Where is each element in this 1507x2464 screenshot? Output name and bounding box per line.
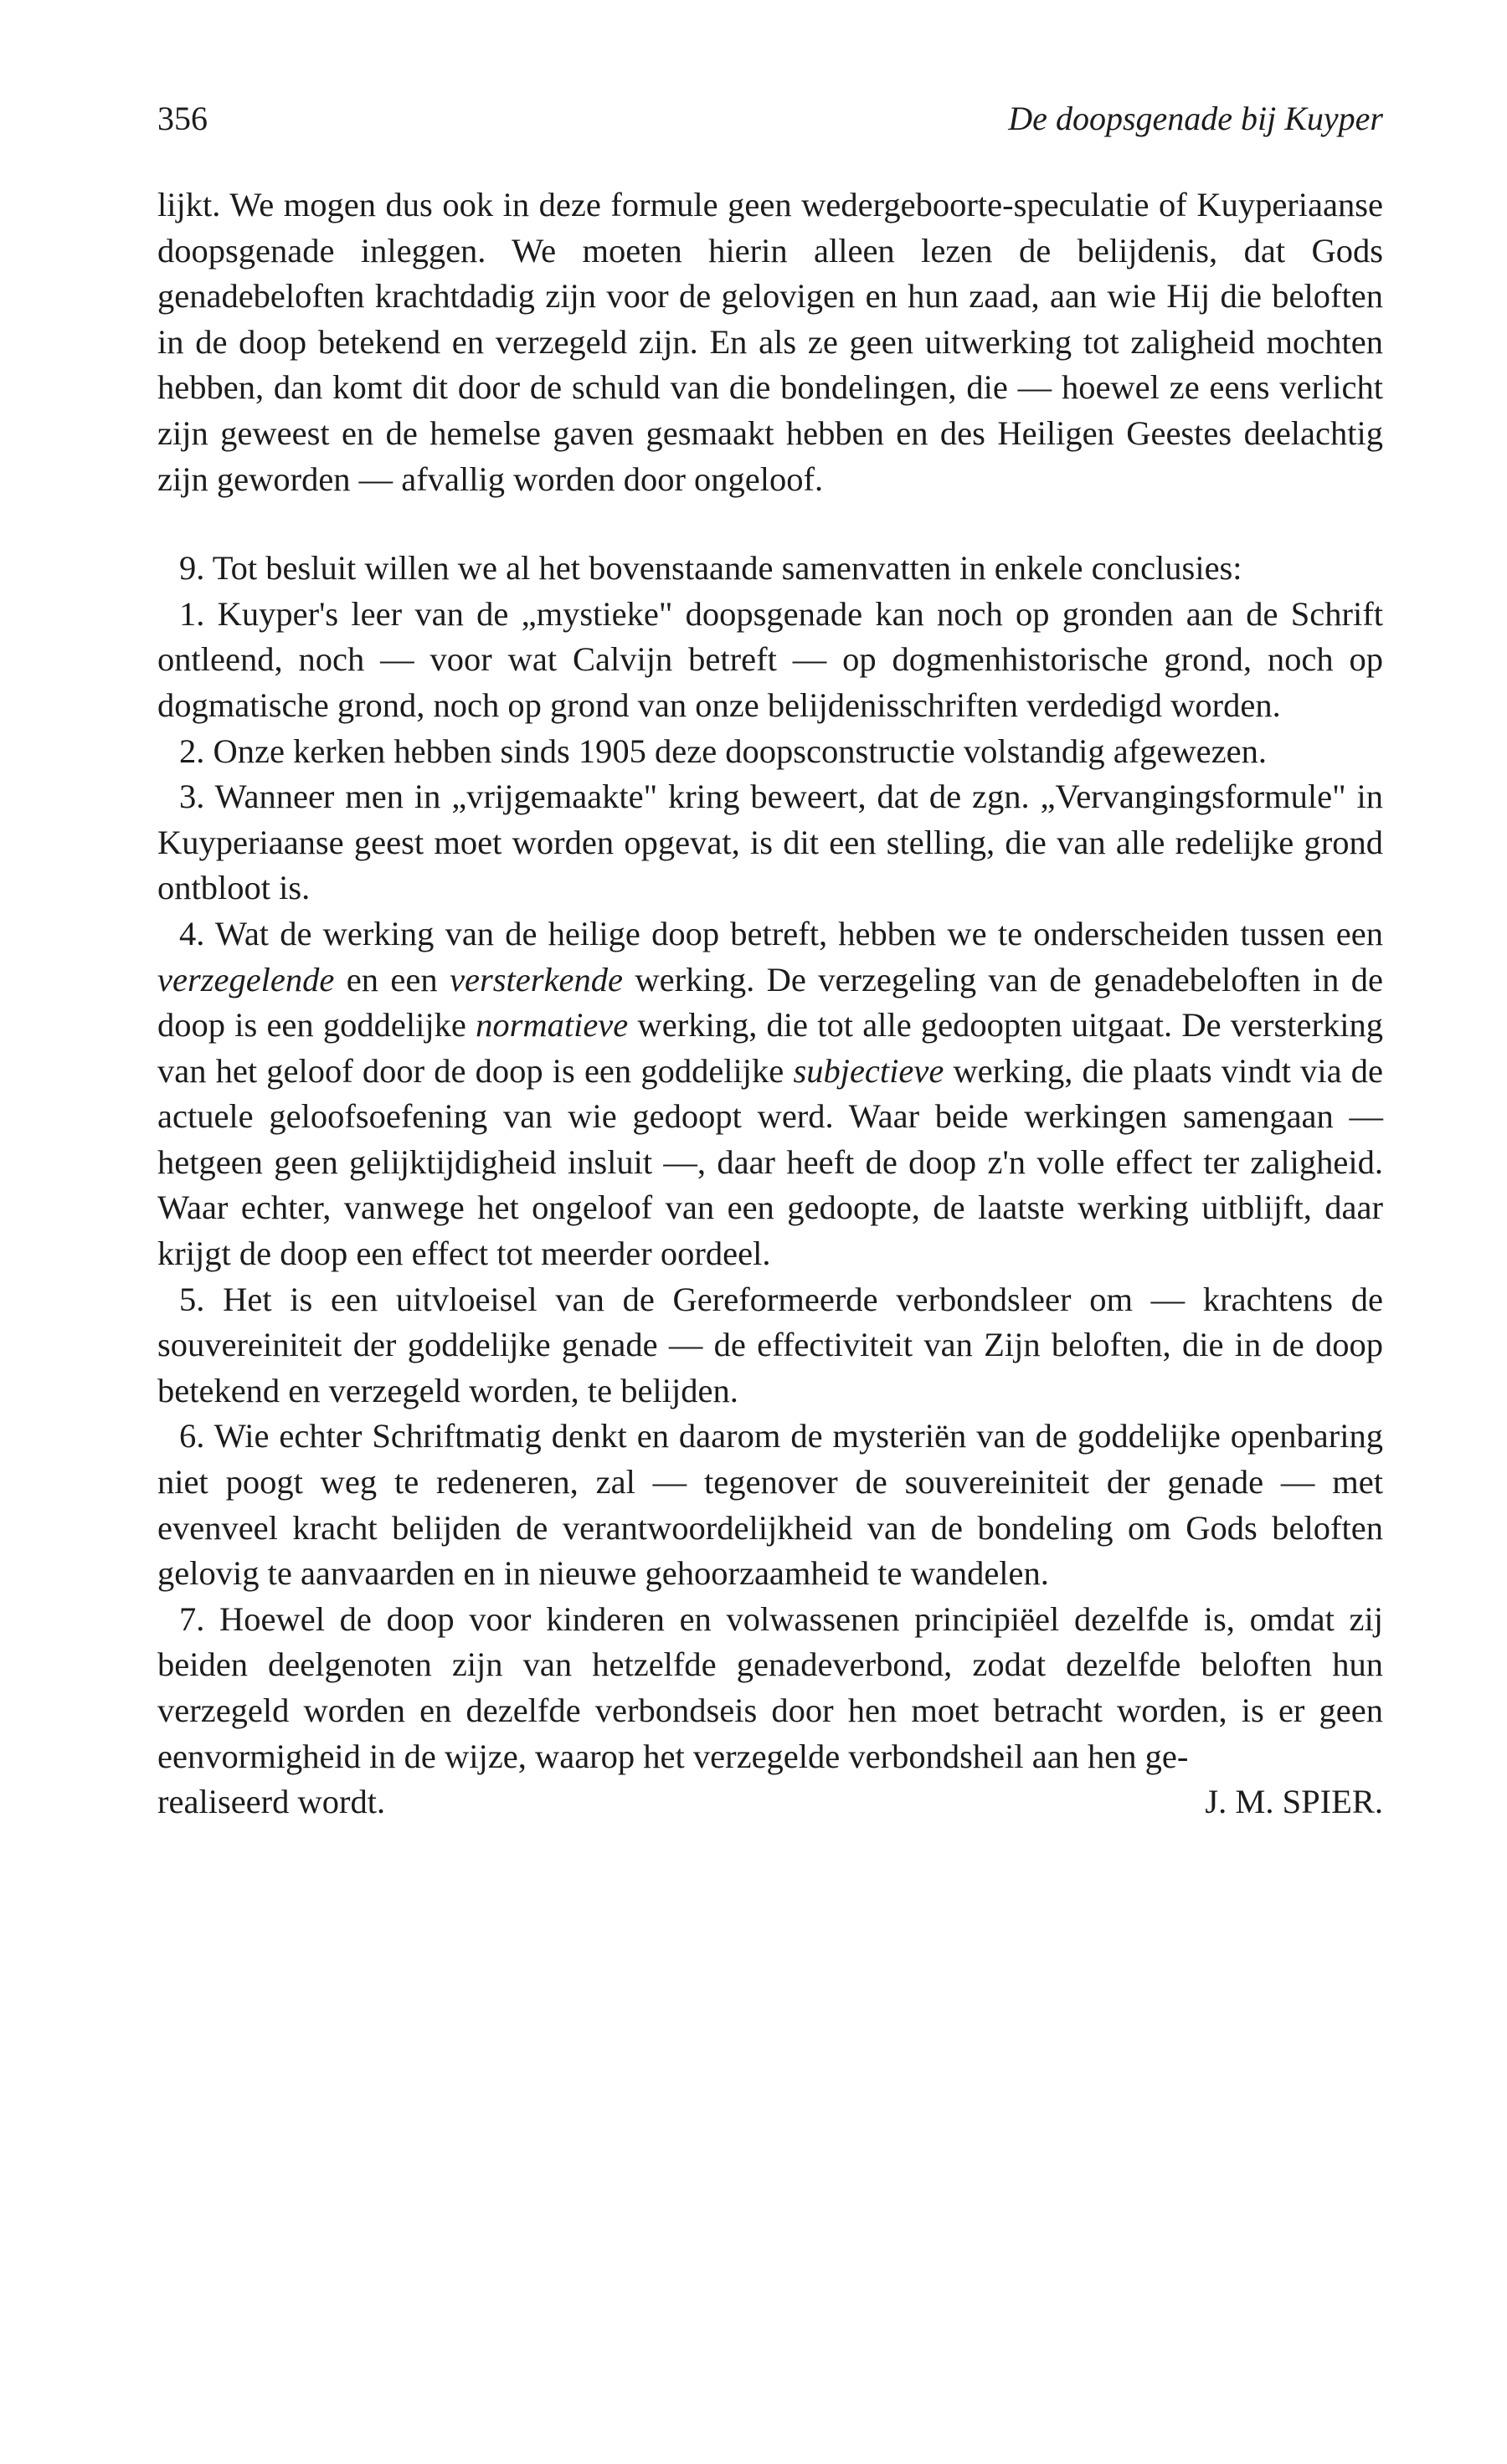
- emphasis-versterkende: versterkende: [450, 960, 623, 998]
- conclusion-4-text-e: werking, die plaats vindt via de actuele geloofsoefening van wie gedoopt werd. Waar beide werkingen samengaan — hetgeen geen gelijktijdigheid insluit —, daar heeft de doop z'n volle effect ter zaligheid. Waar echter, vanwege het ongeloof van een gedoopte, de laatste werking uitblijft, daar krijgt de doop een effect tot meerder oordeel.: [157, 1051, 1383, 1273]
- conclusion-1: 1. Kuyper's leer van de „mystieke" doopsgenade kan noch op gronden aan de Schrift ontleend, noch — voor wat Calvijn betreft — op dogmenhistorische grond, noch op dogmatische grond, noch op grond van onze belijdenisschriften verdedigd worden.: [157, 594, 1383, 724]
- conclusion-4-text-a: 4. Wat de werking van de heilige doop betreft, hebben we te onderscheiden tussen een: [179, 914, 1383, 952]
- conclusion-7: 7. Hoewel de doop voor kinderen en volwassenen principiëel dezelfde is, omdat zij beiden deelgenoten zijn van hetzelfde genadeverbond, zodat dezelfde beloften hun verzegeld worden en dezelfde verbondseis door hen moet betracht worden, is er geen eenvormigheid in de wijze, waarop het verzegelde verbondsheil aan hen ge-: [157, 1599, 1383, 1775]
- running-title: De doopsgenade bij Kuyper: [1008, 100, 1383, 137]
- signoff-row: [157, 1779, 1383, 1825]
- conclusion-4-text-b: en een: [334, 960, 450, 998]
- conclusion-5: 5. Het is een uitvloeisel van de Gereformeerde verbondsleer om — krachtens de souvereiniteit der goddelijke genade — de effectiviteit van Zijn beloften, die in de doop betekend en verzegeld worden, te belijden.: [157, 1280, 1383, 1409]
- running-head: [157, 99, 1383, 139]
- conclusion-2: 2. Onze kerken hebben sinds 1905 deze doopsconstructie volstandig afgewezen.: [179, 732, 1267, 770]
- conclusion-7-last-line: realiseerd wordt.: [157, 1783, 386, 1821]
- page-number: 356: [157, 100, 208, 137]
- section-9-heading: 9. Tot besluit willen we al het bovenstaande samenvatten in enkele conclusies:: [179, 549, 1242, 588]
- conclusion-4: [157, 911, 1383, 1277]
- conclusion-6: 6. Wie echter Schriftmatig denkt en daarom de mysteriën van de goddelijke openbaring niet poogt weg te redeneren, zal — tegenover de souvereiniteit der genade — met evenveel kracht belijden de verantwoordelijkheid van de bondeling om Gods beloften gelovig te aanvaarden en in nieuwe gehoorzaamheid te wandelen.: [157, 1417, 1383, 1593]
- body-text: [157, 182, 1383, 1825]
- author-signature: J. M. SPIER.: [1205, 1783, 1383, 1821]
- conclusion-4-text-c: werking. De verzegeling van de genadebeloften in de doop is een goddelijke: [157, 960, 1383, 1045]
- emphasis-subjectieve: subjectieve: [793, 1051, 944, 1090]
- conclusion-4-text-d: werking, die tot alle gedoopten uitgaat. De versterking van het geloof door de doop is een goddelijke: [157, 1006, 1383, 1090]
- emphasis-verzegelende: verzegelende: [157, 960, 335, 998]
- intro-paragraph: lijkt. We mogen dus ook in deze formule geen wedergeboorte-speculatie of Kuyperiaanse doopsgenade inleggen. We moeten hierin alleen lezen de belijdenis, dat Gods genadebeloften krachtdadig zijn voor de gelovigen en hun zaad, aan wie Hij die beloften in de doop betekend en verzegeld zijn. En als ze geen uitwerking tot zaligheid mochten hebben, dan komt dit door de schuld van die bondelingen, die — hoewel ze eens verlicht zijn geweest en de hemelse gaven gesmaakt hebben en des Heiligen Geestes deelachtig zijn geworden — afvallig worden door ongeloof.: [157, 186, 1383, 498]
- emphasis-normatieve: normatieve: [476, 1006, 629, 1045]
- conclusion-3: 3. Wanneer men in „vrijgemaakte" kring beweert, dat de zgn. „Vervangingsformule" in Kuyperiaanse geest moet worden opgevat, is dit een stelling, die van alle redelijke grond ontbloot is.: [157, 778, 1383, 907]
